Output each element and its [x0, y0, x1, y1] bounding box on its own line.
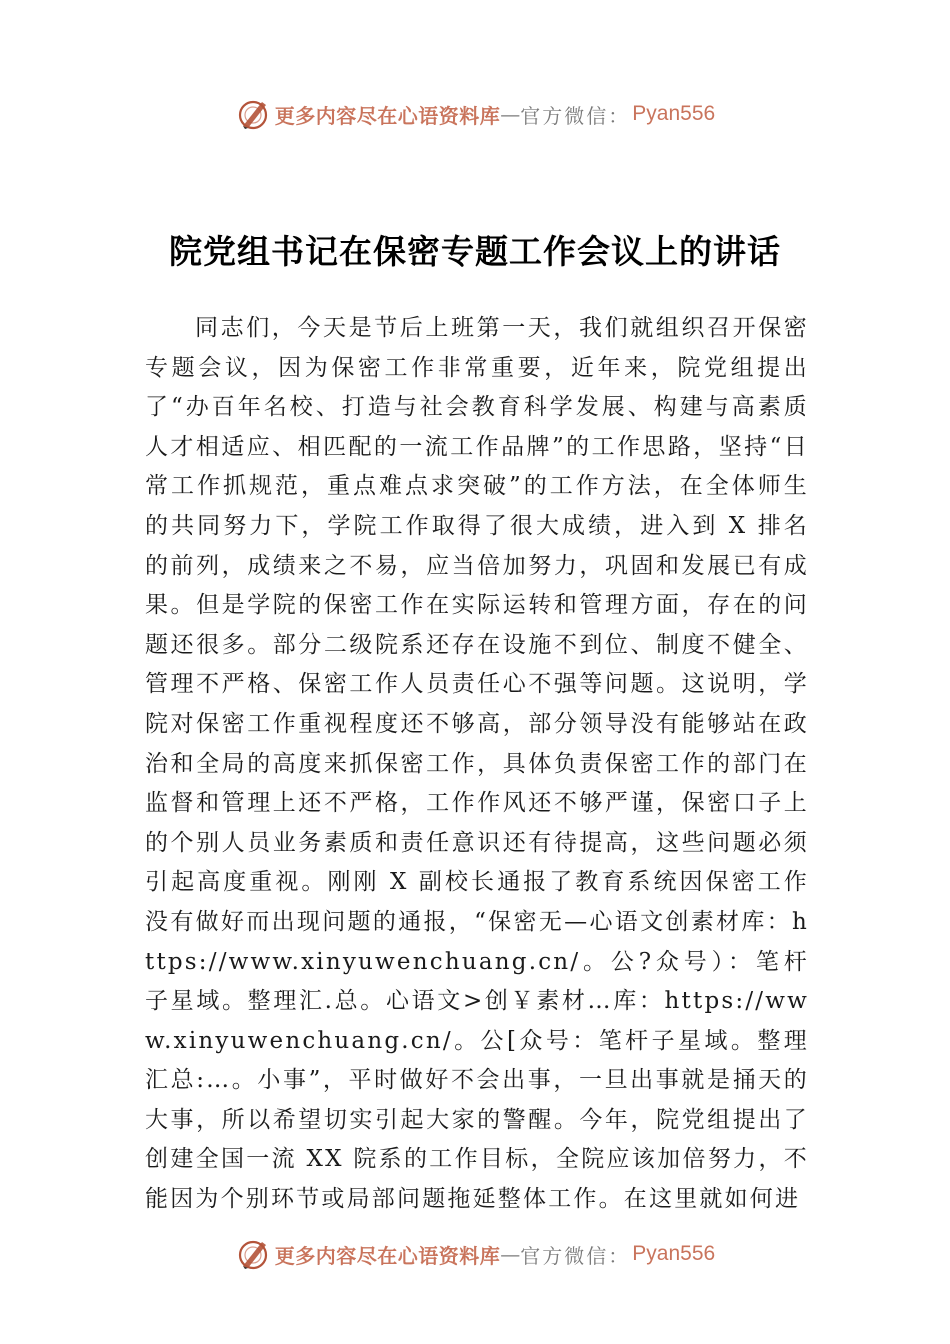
banner-wechat-id: Pyan556 [632, 102, 716, 125]
banner-wechat-id: Pyan556 [632, 1242, 716, 1265]
banner-wechat-label: 官方微信： [520, 1243, 631, 1268]
page-title: 院党组书记在保密专题工作会议上的讲话 [169, 232, 781, 271]
banner-main-text: 更多内容尽在心语资料库 [274, 1243, 501, 1268]
header-banner [0, 94, 950, 134]
banner-dash: — [500, 102, 521, 126]
banner-dash: — [500, 1242, 521, 1266]
pen-circle-logo-icon [235, 1236, 271, 1272]
banner-main-text: 更多内容尽在心语资料库 [274, 103, 501, 128]
body-paragraph: 同志们，今天是节后上班第一天，我们就组织召开保密专题会议，因为保密工作非常重要，近年来，院党组提出了“办百年名校、打造与社会教育科学发展、构建与高素质人才相适应、相匹配的一流工作品牌”的工作思路，坚持“日常工作抓规范，重点难点求突破”的工作方法，在全体师生的共同努力下，学院工作取得了很大成绩，进入到 X 排名的前列，成绩来之不易，应当倍加努力，巩固和发展已有成果。但是学院的保密工作在实际运转和管理方面，存在的问题还很多。部分二级院系还存在设施不到位、制度不健全、管理不严格、保密工作人员责任心不强等问题。这说明，学院对保密工作重视程度还不够高，部分领导没有能够站在政治和全局的高度来抓保密工作，具体负责保密工作的部门在监督和管理上还不严格，工作作风还不够严谨，保密口子上的个别人员业务素质和责任意识还有待提高，这些问题必须引起高度重视。刚刚 X 副校长通报了教育系统因保密工作没有做好而出现问题的通报，“保密无—心语文创素材库：https://www.xinyuwenchuang.cn/。公?众号）：笔杆子星域。整理汇.总。心语文>创￥素材…库：https://www.xinyuwenchuang.cn/。公[众号：笔杆子星域。整理汇总:…。小事”，平时做好不会出事，一旦出事就是捅天的大事，所以希望切实引起大家的警醒。今年，院党组提出了创建全国一流 XX 院系的工作目标，全院应该加倍努力，不能因为个别环节或局部问题拖延整体工作。在这里就如何进 [145, 315, 809, 1213]
footer-banner [0, 1234, 950, 1274]
pen-circle-logo-icon [235, 96, 271, 132]
banner-wechat-label: 官方微信： [520, 103, 631, 128]
